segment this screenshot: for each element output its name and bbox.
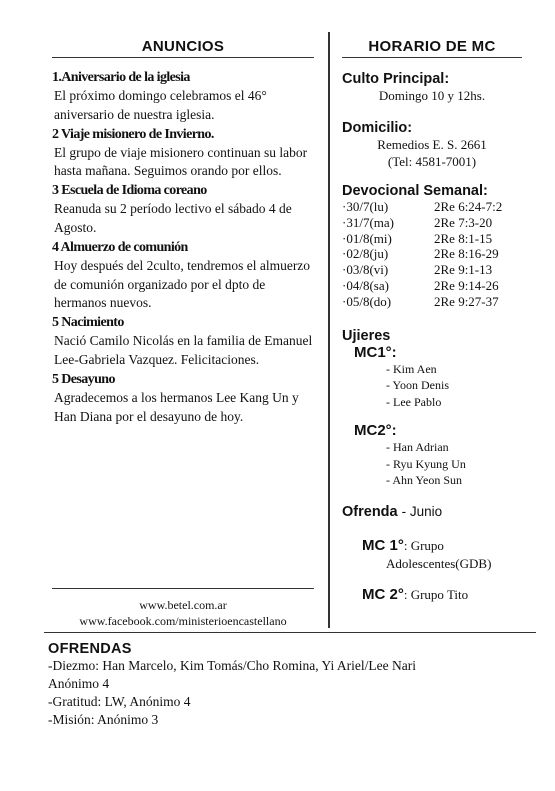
devocional-block [342,183,522,310]
column-divider [328,32,330,628]
domicilio-block [342,120,522,170]
devocional-ref: 2Re 6:24-7:2 [434,199,503,214]
ofrenda-mc2-value: : Grupo Tito [403,586,469,602]
devocional-ref: 2Re 8:1-15 [434,230,493,246]
usher-item: - Kim Aen [386,361,437,376]
announcement-item [52,68,314,125]
announcement-title: 1.Aniversario de la iglesia [52,70,190,85]
devocional-date: ·01/8(mi) [342,230,392,246]
usher-item: - Ryu Kyung Un [386,456,466,471]
announcement-item [52,238,314,313]
offerings-section [48,641,528,729]
devocional-date: ·04/8(sa) [342,277,389,293]
ofrenda-mc1-value: : Grupo [403,537,444,553]
announcement-item [52,313,314,370]
announcement-item [52,370,314,427]
devocional-row [342,215,522,231]
announcement-item [52,125,314,182]
offerings-line: -Gratitud: LW, Anónimo 4 [48,694,191,709]
mc2-label: MC2°: [354,422,397,440]
announcement-item [52,181,314,238]
schedule-section [342,38,522,604]
announcement-body: Hoy después del 2culto, tendremos el almuerzo de comunión organizado por el dpto de hermanos nuevos. [54,257,311,311]
devocional-row [342,262,522,278]
ofrenda-month: - Junio [401,503,443,519]
devocional-row [342,231,522,247]
domicilio-phone: (Tel: 4581-7001) [387,154,477,169]
announcement-title: 5 Nacimiento [52,315,124,331]
announcements-list [52,68,314,426]
announcements-section [52,38,314,426]
announcement-body: Reanuda su 2 período lectivo el sábado 4 de Agosto. [54,201,292,235]
usher-item: - Han Adrian [386,440,449,455]
ujieres-block [342,328,522,489]
ofrenda-label: Ofrenda [342,503,398,520]
usher-item: - Yoon Denis [386,378,450,393]
devocional-row [342,278,522,294]
devocional-row [342,246,522,262]
devocional-label: Devocional Semanal: [342,183,488,199]
culto-block [342,71,522,104]
offerings-line: Anónimo 4 [48,676,110,691]
ofrenda-mc2-row [342,586,522,604]
ofrenda-mc2-label: MC 2° [362,585,404,603]
devocional-ref: 2Re 9:1-13 [434,262,493,278]
culto-label: Culto Principal: [342,71,450,87]
announcement-title: 5 Desayuno [52,371,115,387]
schedule-heading-rule [342,57,522,58]
culto-value: Domingo 10 y 12hs. [378,88,486,103]
ofrenda-mc1-row [342,537,522,555]
devocional-ref: 2Re 9:14-26 [434,277,499,293]
announcement-title: 4 Almuerzo de comunión [52,239,188,255]
domicilio-label: Domicilio: [342,120,413,136]
devocional-date: ·02/8(ju) [342,246,389,262]
bottom-divider [44,632,536,633]
announcement-body: Agradecemos a los hermanos Lee Kang Un y Han Diana por el desayuno de hoy. [54,389,299,424]
footer-links [52,588,314,629]
announcement-body: Nació Camilo Nicolás en la familia de Emanuel Lee-Gabriela Vazquez. Felicitaciones. [54,333,313,367]
devocional-ref: 2Re 8:16-29 [434,246,499,262]
devocional-row [342,294,522,310]
devocional-ref: 2Re 9:27-37 [434,293,499,309]
domicilio-address: Remedios E. S. 2661 [377,137,487,152]
devocional-date: ·05/8(do) [342,293,392,309]
announcement-title: 3 Escuela de Idioma coreano [52,183,207,199]
announcements-heading-rule [52,57,314,58]
ofrenda-mc1-label: MC 1° [362,536,404,554]
website-link[interactable]: www.betel.com.ar [139,598,227,612]
devocional-date: ·03/8(vi) [342,262,389,278]
ujieres-label: Ujieres [342,327,391,344]
devocional-date: ·30/7(lu) [342,199,389,214]
announcement-body: El grupo de viaje misionero continuan su labor hasta mañana. Seguimos orando por ellos. [54,144,308,179]
offerings-line: -Misión: Anónimo 3 [48,712,159,727]
devocional-ref: 2Re 7:3-20 [434,214,493,230]
devocional-date: ·31/7(ma) [342,214,394,230]
devocional-row [342,199,522,215]
announcement-title: 2 Viaje misionero de Invierno. [52,126,214,142]
schedule-heading: HORARIO DE MC [368,38,496,55]
facebook-link[interactable]: www.facebook.com/ministerioencastellano [79,614,287,628]
usher-item: - Ahn Yeon Sun [386,473,463,488]
ofrenda-block [342,503,522,604]
mc1-label: MC1°: [354,343,397,361]
usher-item: - Lee Pablo [386,394,442,409]
offerings-title: OFRENDAS [48,641,132,657]
announcement-body: El próximo domingo celebramos el 46° aniversario de nuestra iglesia. [54,88,267,122]
offerings-line: -Diezmo: Han Marcelo, Kim Tomás/Cho Romina, Yi Ariel/Lee Nari [48,658,416,673]
footer-links-rule [52,588,314,589]
ofrenda-mc1-value-line2: Adolescentes(GDB) [386,555,492,571]
announcements-heading: ANUNCIOS [141,38,225,55]
